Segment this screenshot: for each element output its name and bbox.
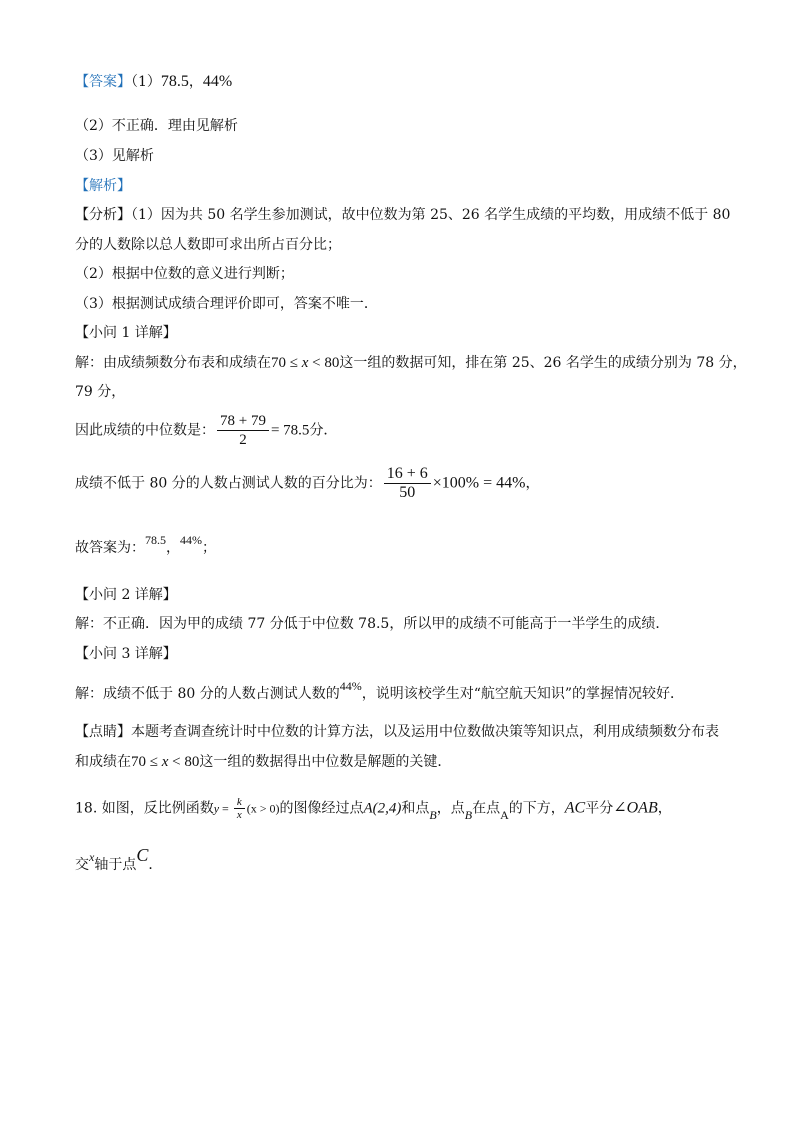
q18-intro: 18. 如图，反比例函数 [75,800,214,817]
analysis-tag: 【解析】 [75,178,131,194]
analysis-line-3: （2）根据中位数的意义进行判断； [75,266,294,282]
q1-final-answer [75,533,216,558]
final-percent: 44% [180,533,202,547]
median-label: 因此成绩的中位数是： [75,422,215,439]
q18-point-c: C [136,845,149,865]
percent-result: ×100% = 44% [432,474,526,492]
q18-condition: (x > 0) [246,801,280,816]
q18-line-2 [75,845,163,875]
q18-text-c: 和点 [401,800,430,817]
q1-text-a: 解：由成绩频数分布表和成绩在 [75,355,271,371]
q18-angle-oab: ∠OAB [613,799,658,817]
q18-text-e: 在点 [472,800,501,817]
answer-line-2: （2）不正确．理由见解析 [75,118,238,134]
q18-k-over-x: $\frac{k}{x}$ [234,796,245,821]
q1-percent-formula [75,465,539,502]
q3-header: 【小问 3 详解】 [75,646,177,662]
q18-line2-text-a: 交 [75,857,89,873]
q18-point-b: B [429,807,437,822]
answer-part1-prefix: （1） [131,74,161,90]
median-unit: 分． [309,422,338,439]
analysis-line-1: 【分析】（1）因为共 50 名学生参加测试，故中位数为第 25、26 名学生成绩的平均数，用成绩不低于 80 [75,207,731,223]
q18-x-axis: x [89,850,95,864]
q3-text-a: 解：成绩不低于 80 分的人数占测试人数的 [75,686,340,702]
q1-header: 【小问 1 详解】 [75,325,177,341]
percent-numerator: 16 + 6 [384,465,431,484]
q18-text-g: 平分 [585,800,614,817]
q18-text-h: ， [657,800,672,817]
median-denominator: 2 [239,432,247,448]
q3-text-b: ，说明该校学生对“航空航天知识”的掌握情况较好． [361,686,685,702]
q18-line2-period: ． [148,857,163,873]
median-fraction [217,412,269,449]
percent-fraction [384,465,431,502]
q18-segment-ac: AC [564,799,586,817]
median-result: = 78.5 [270,422,310,439]
percent-label: 成绩不低于 80 分的人数占测试人数的百分比为： [75,475,382,492]
q18-text-f: 的下方， [508,800,565,817]
answer-separator: ， [188,74,203,90]
q18-line2-text-b: 轴于点 [94,857,137,873]
q1-text-b: 这一组的数据可知，排在第 25、26 名学生的成绩分别为 78 分， [339,355,747,371]
q18-point-b-2: B [464,807,473,822]
q18-text-b: 的图像经过点 [279,800,364,817]
answer-median-value: 78.5 [160,73,189,90]
q1-median-formula [75,412,337,449]
q18-text-d: ，点 [436,800,465,817]
q2-text: 解：不正确．因为甲的成绩 77 分低于中位数 78.5，所以甲的成绩不可能高于一半学生的成绩． [75,616,670,632]
answer-percent-value: 44% [202,73,233,90]
percent-denominator: 50 [399,484,416,501]
q1-line-1 [75,353,747,373]
q18-point-a: A(2,4) [363,800,402,817]
analysis-line-4: （3）根据测试成绩合理评价即可，答案不唯一． [75,296,378,312]
q3-text [75,679,685,704]
q18-point-a-2: A [500,807,509,822]
remark-line-2 [75,752,451,772]
final-separator: ， [166,540,180,556]
final-semicolon: ； [202,540,216,556]
q1-range-expression: 70 ≤ x < 80 [271,355,340,371]
remark-range-expression: 70 ≤ x < 80 [131,754,200,770]
remark-text-a: 和成绩在 [75,754,131,770]
q18-line-1: 18. 如图，反比例函数y = $\frac{k}{x}$ (x > 0)的图像经过点A(2,4)和点B，点B在点A的下方，AC平分∠OAB， [75,796,672,822]
final-median: 78.5 [145,533,166,547]
remark-text-b: 这一组的数据得出中位数是解题的关键． [199,754,452,770]
percent-comma: ， [525,475,540,492]
answer-line-1 [75,72,232,92]
analysis-line-2: 分的人数除以总人数即可求出所占百分比； [75,237,341,253]
q2-header: 【小问 2 详解】 [75,587,177,603]
remark-line-1: 【点睛】本题考查调查统计时中位数的计算方法，以及运用中位数做决策等知识点，利用成绩频数分布表 [75,724,719,740]
answer-tag: 【答案】 [75,74,131,90]
answer-line-3: （3）见解析 [75,148,154,164]
q3-percent: 44% [339,679,362,693]
q1-line-2: 79 分， [75,384,126,400]
q18-y-var: y [213,801,220,816]
final-label: 故答案为： [75,540,145,556]
median-numerator: 78 + 79 [217,412,269,431]
